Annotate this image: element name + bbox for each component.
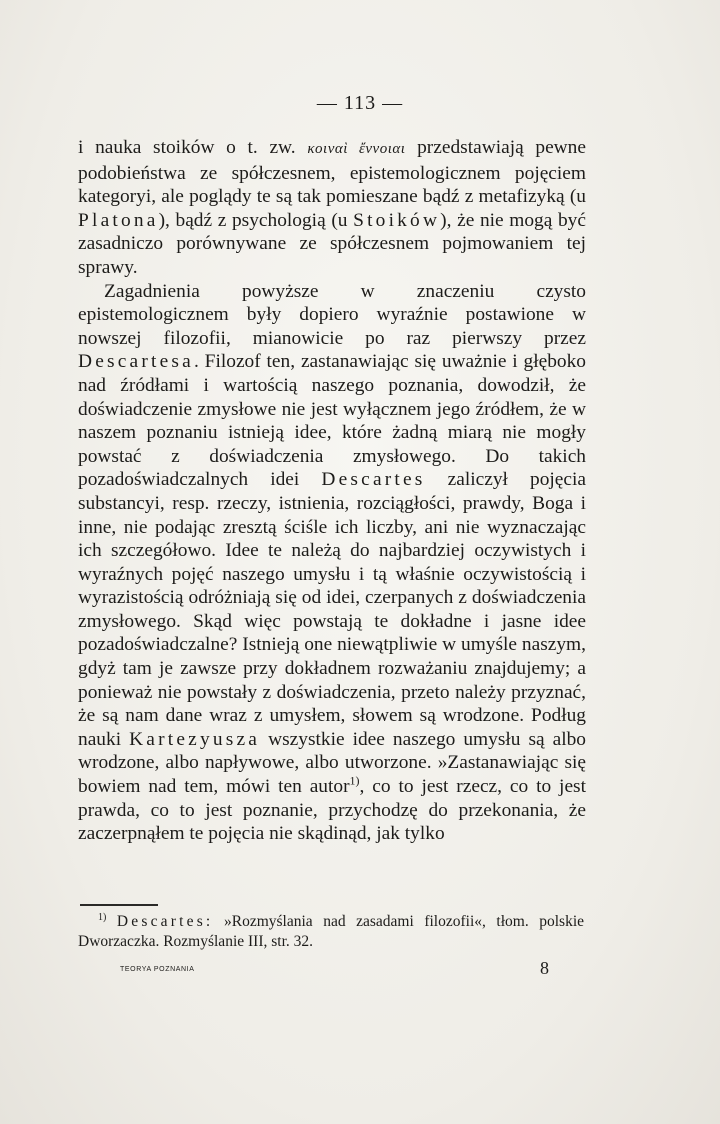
name-kartezyusza: Kartezyusza (129, 728, 261, 750)
body-text (78, 136, 586, 846)
name-descartesa: Descartesa (78, 351, 194, 373)
name-stoikow: Stoików (353, 209, 441, 231)
text-segment: ), bądź z psychologią (u (158, 209, 354, 231)
signature-number: 8 (540, 958, 549, 978)
paragraph-2 (78, 280, 586, 846)
greek-term: κοιναὶ ἔννοιαι (307, 141, 406, 157)
footnote-mark: 1) (98, 911, 107, 923)
text-segment: ), że nie mogą być zasadniczo porównywane ze spółczesnem pojmowaniem tej sprawy. (78, 209, 586, 278)
text-segment: przedstawiają pewne podobieństwa ze spółczesnem, epistemologicznem pojęciem kategoryi, ale poglądy te są tak pomieszane bądź z metafizyką (u (78, 137, 586, 208)
name-platona: Platona (78, 209, 159, 231)
paragraph-1 (78, 136, 586, 280)
text-segment: , co to jest rzecz, co to jest prawda, co to jest poznanie, przychodzę do przekonania, że zaczerpnąłem te pojęcia nie skądinąd, jak tylko (78, 776, 586, 845)
text-segment: zaliczył pojęcia substancyi, resp. rzeczy, istnienia, rozciągłości, prawdy, Boga i inne, nie podając zresztą ściśle ich liczby, ani nie wyznaczając ich szczegółowo. Idee te należą do najbardziej oczywistych i wyraźnych pojęć naszego umysłu i tą właśnie oczywistością i wyrazistością odróżniają się od idei, czerpanych z doświadczenia zmysłowego. Skąd więc powstają te dokładne i jasne idee pozadoświadczalne? Istnieją one niewątpliwie w umyśle naszym, gdyż tam je zawsze przy dokładnem rozważaniu znajdujemy; a ponieważ nie powstały z doświadczenia, przeto należy przyznać, że są nam dane wraz z umysłem, słowem są wrodzone. Podług nauki (78, 469, 587, 750)
footnote (78, 912, 584, 952)
footnote-divider (80, 904, 158, 906)
text-segment: . Filozof ten, zastanawiając się uważnie i głęboko nad źródłami i wartością naszego poznania, dowodził, że doświadczenie zmysłowe nie jest wyłącznem jego źródłem, że w naszem poznaniu istnieją idee, które żadną miarą nie mogły powstać z doświadczenia zmysłowego. Do takich pozadoświadczalnych idei (78, 351, 586, 491)
text-segment: i nauka stoików o t. zw. (78, 137, 308, 158)
name-descartes: Descartes (321, 469, 426, 491)
text-segment: Zagadnienia powyższe w znaczeniu czysto epistemologicznem były dopiero wyraźnie postawione w nowszej filozofii, mianowicie po raz pierwszy przez (78, 280, 586, 349)
text-segment: wszystkie idee naszego umysłu są albo wrodzone, albo napływowe, albo utworzone. »Zastanawiając się bowiem nad tem, mówi ten autor (78, 728, 586, 798)
footnote-author: Descartes: (116, 913, 214, 930)
page-number: — 113 — (316, 92, 404, 114)
footnote-reference: 1) (349, 773, 360, 788)
footnote-text: »Rozmyślania nad zasadami filozofii«, tłom. polskie Dworzaczka. Rozmyślanie III, str. 32. (78, 913, 585, 950)
signature-label: TEORYA POZNANIA (120, 966, 195, 973)
